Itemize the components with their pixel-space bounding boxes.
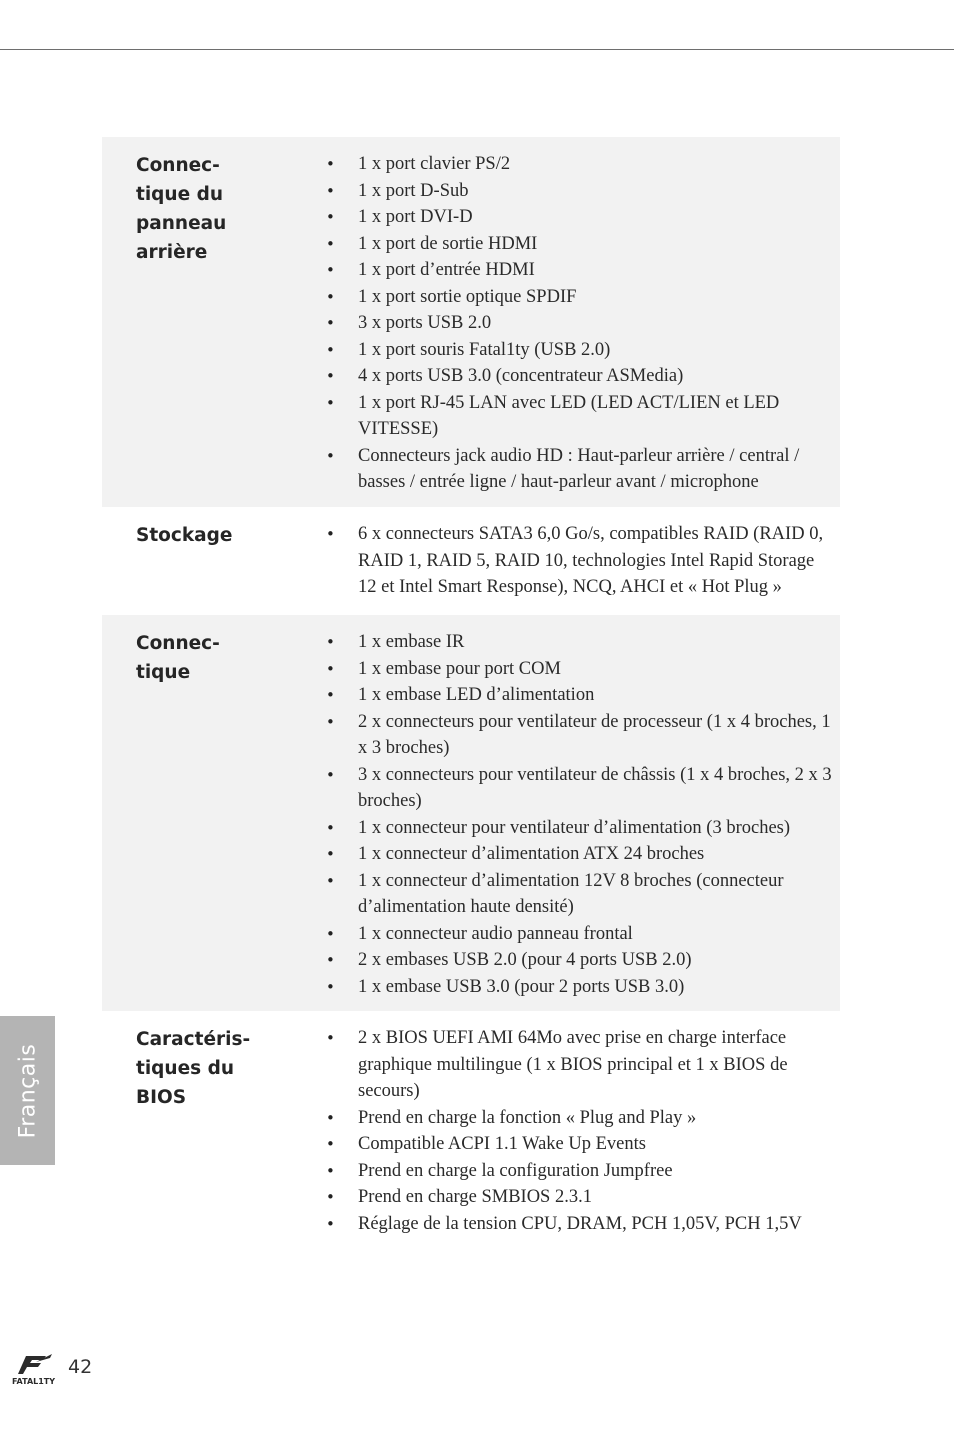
logo-text: FATAL1TY: [12, 1377, 56, 1386]
language-side-tab: [0, 1016, 55, 1165]
list-item: • 1 x port de sortie HDMI: [324, 231, 834, 258]
fatal1ty-logo-icon: [12, 1352, 62, 1388]
list-item: • 1 x embase USB 3.0 (pour 2 ports USB 3.0): [324, 974, 834, 1001]
spec-label: Stockage: [136, 525, 233, 546]
spec-label: Connec- tique du panneau arrière: [136, 155, 227, 263]
spec-label: Caractéris- tiques du BIOS: [136, 1029, 251, 1108]
page-number: 42: [68, 1356, 93, 1378]
list-item: • 1 x port clavier PS/2: [324, 151, 834, 178]
list-item: • 1 x connecteur audio panneau frontal: [324, 921, 834, 948]
list-item: • 1 x port D-Sub: [324, 178, 834, 205]
list-item: • 1 x port RJ-45 LAN avec LED (LED ACT/LIEN et LED VITESSE): [324, 390, 834, 443]
list-item: • Prend en charge la fonction « Plug and Play »: [324, 1105, 834, 1132]
spec-row-rear-panel: [102, 137, 840, 507]
list-item: • 2 x embases USB 2.0 (pour 4 ports USB 2.0): [324, 947, 834, 974]
list-item: • 4 x ports USB 3.0 (concentrateur ASMedia): [324, 363, 834, 390]
spec-row-storage: [102, 507, 840, 615]
spec-label: Connec- tique: [136, 633, 220, 683]
spec-table: [102, 137, 840, 1249]
list-item: • Prend en charge la configuration Jumpfree: [324, 1158, 834, 1185]
list-item: • 1 x embase IR: [324, 629, 834, 656]
list-item: • Réglage de la tension CPU, DRAM, PCH 1,05V, PCH 1,5V: [324, 1211, 834, 1238]
list-item: • 1 x embase pour port COM: [324, 656, 834, 683]
top-rule: [0, 49, 954, 50]
spec-list: [324, 629, 834, 999]
list-item: • 1 x connecteur d’alimentation ATX 24 broches: [324, 841, 834, 868]
list-item: • 3 x ports USB 2.0: [324, 310, 834, 337]
list-item: • Connecteurs jack audio HD : Haut-parleur arrière / central / basses / entrée ligne / haut-parleur avant / microphone: [324, 443, 834, 496]
spec-list: [324, 521, 834, 603]
list-item: • Prend en charge SMBIOS 2.3.1: [324, 1184, 834, 1211]
list-item: • 1 x port d’entrée HDMI: [324, 257, 834, 284]
spec-row-bios: [102, 1011, 840, 1249]
spec-list: [324, 151, 834, 495]
list-item: • 1 x port souris Fatal1ty (USB 2.0): [324, 337, 834, 364]
list-item: • 6 x connecteurs SATA3 6,0 Go/s, compatibles RAID (RAID 0, RAID 1, RAID 5, RAID 10, technologies Intel Rapid Storage 12 et Intel Smart Response), NCQ, AHCI et « Hot Plug »: [324, 521, 834, 601]
list-item: • 2 x connecteurs pour ventilateur de processeur (1 x 4 broches, 1 x 3 broches): [324, 709, 834, 762]
list-item: • Compatible ACPI 1.1 Wake Up Events: [324, 1131, 834, 1158]
spec-row-connectors: [102, 615, 840, 1011]
list-item: • 3 x connecteurs pour ventilateur de châssis (1 x 4 broches, 2 x 3 broches): [324, 762, 834, 815]
list-item: • 1 x connecteur pour ventilateur d’alimentation (3 broches): [324, 815, 834, 842]
list-item: • 2 x BIOS UEFI AMI 64Mo avec prise en charge interface graphique multilingue (1 x BIOS principal et 1 x BIOS de secours): [324, 1025, 834, 1105]
language-label: Français: [15, 1043, 40, 1138]
list-item: • 1 x port sortie optique SPDIF: [324, 284, 834, 311]
list-item: • 1 x connecteur d’alimentation 12V 8 broches (connecteur d’alimentation haute densité): [324, 868, 834, 921]
spec-list: [324, 1025, 834, 1237]
list-item: • 1 x port DVI-D: [324, 204, 834, 231]
list-item: • 1 x embase LED d’alimentation: [324, 682, 834, 709]
